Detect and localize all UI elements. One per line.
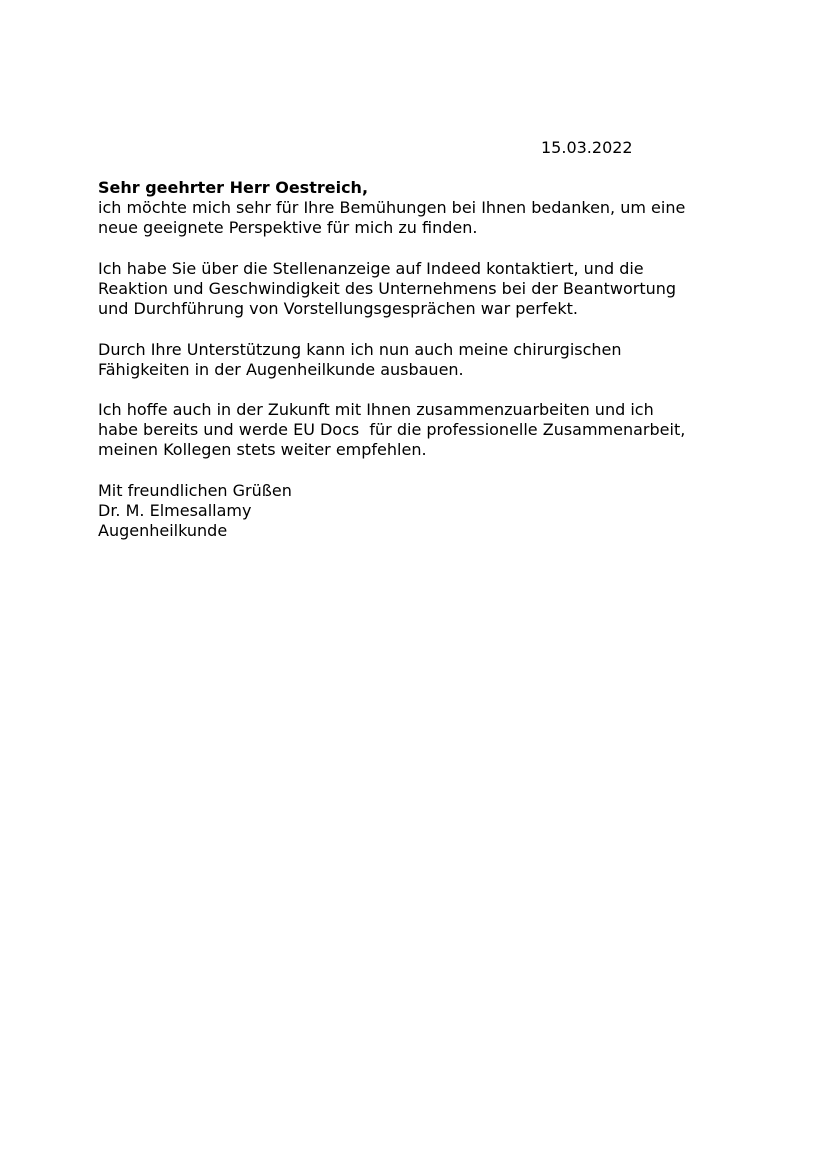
paragraph-spacer: [98, 239, 778, 259]
paragraph-line: habe bereits und werde EU Docs für die professionelle Zusammenarbeit,: [98, 420, 686, 440]
letter-date: 15.03.2022: [541, 138, 633, 157]
paragraph-line: ich möchte mich sehr für Ihre Bemühungen bei Ihnen bedanken, um eine: [98, 198, 686, 218]
paragraph-contact: [98, 259, 778, 320]
closing: Mit freundlichen Grüßen: [98, 480, 292, 500]
paragraph-thanks: [98, 198, 778, 238]
signature-block: [98, 481, 778, 542]
paragraph-line: Durch Ihre Unterstützung kann ich nun auch meine chirurgischen: [98, 339, 622, 359]
paragraph-line: Reaktion und Geschwindigkeit des Unternehmens bei der Beantwortung: [98, 278, 677, 298]
paragraph-line: Ich hoffe auch in der Zukunft mit Ihnen zusammenzuarbeiten und ich: [98, 400, 654, 420]
paragraph-line: Fähigkeiten in der Augenheilkunde ausbauen.: [98, 359, 464, 379]
letter-body: [98, 178, 778, 541]
signer-department: Augenheilkunde: [98, 521, 228, 541]
paragraph-spacer: [98, 461, 778, 481]
signer-name: Dr. M. Elmesallamy: [98, 501, 252, 520]
paragraph-line: neue geeignete Perspektive für mich zu finden.: [98, 218, 478, 238]
paragraph-spacer: [98, 319, 778, 339]
paragraph-line: Ich habe Sie über die Stellenanzeige auf Indeed kontaktiert, und die: [98, 258, 644, 278]
paragraph-spacer: [98, 380, 778, 400]
paragraph-line: und Durchführung von Vorstellungsgesprächen war perfekt.: [98, 299, 578, 319]
paragraph-future: [98, 400, 778, 461]
salutation: Sehr geehrter Herr Oestreich,: [98, 178, 369, 197]
paragraph-support: [98, 340, 778, 380]
paragraph-line: meinen Kollegen stets weiter empfehlen.: [98, 440, 427, 460]
